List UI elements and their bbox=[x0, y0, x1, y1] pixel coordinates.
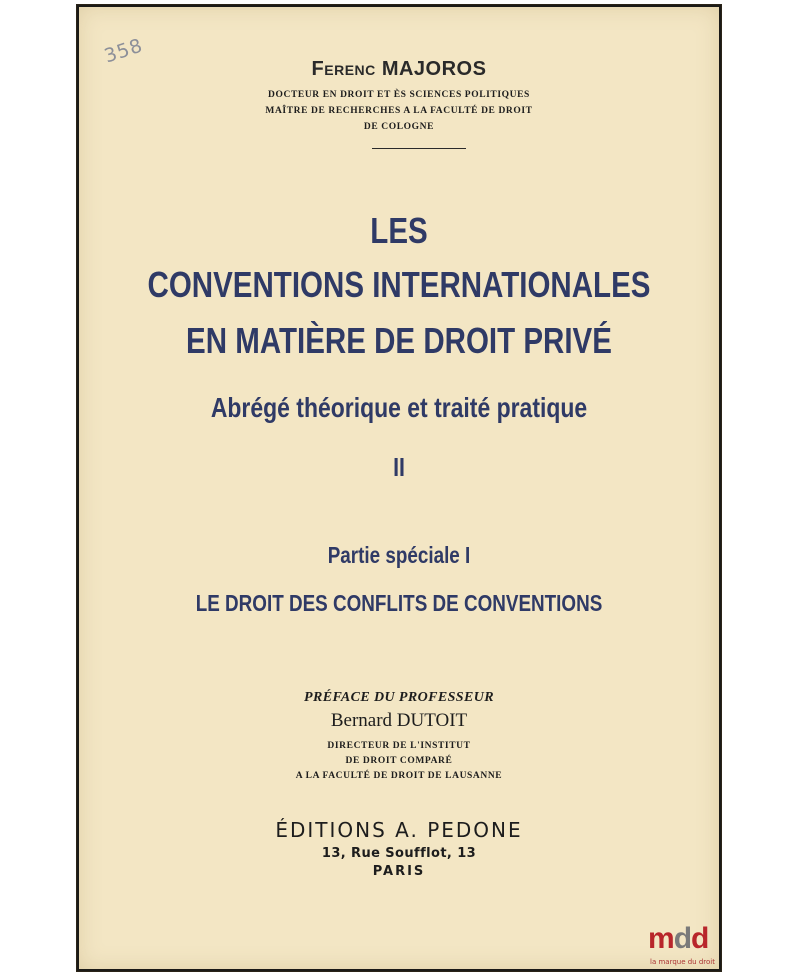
publisher-city: PARIS bbox=[372, 864, 426, 879]
mdd-logo bbox=[648, 922, 708, 962]
logo-letter: d bbox=[673, 922, 692, 955]
part-title: LE DROIT DES CONFLITS DE CONVENTIONS bbox=[195, 590, 603, 616]
preface-label: PRÉFACE DU PROFESSEUR bbox=[304, 690, 494, 705]
author-name bbox=[76, 58, 722, 81]
preface-role: DE DROIT COMPARÉ bbox=[345, 756, 453, 766]
logo-tagline: la marque du droit bbox=[650, 958, 715, 966]
logo-letter: m bbox=[648, 922, 674, 955]
preface-role: A LA FACULTÉ DE DROIT DE LAUSANNE bbox=[295, 771, 503, 781]
subtitle: Abrégé théorique et traité pratique bbox=[210, 392, 588, 423]
author-credential: DOCTEUR EN DROIT ET ÈS SCIENCES POLITIQUES bbox=[268, 90, 530, 100]
title-line-1: LES bbox=[370, 210, 428, 251]
volume-number: II bbox=[393, 452, 405, 482]
author-credential: MAÎTRE DE RECHERCHES A LA FACULTÉ DE DROIT bbox=[265, 106, 533, 116]
title-line-2: CONVENTIONS INTERNATIONALES bbox=[147, 264, 651, 305]
handwritten-note: 358 bbox=[101, 34, 146, 68]
publisher-address: 13, Rue Soufflot, 13 bbox=[321, 846, 477, 861]
logo-letter: d bbox=[691, 922, 709, 955]
author-first-initial: F bbox=[311, 58, 325, 80]
author-credential: DE COLOGNE bbox=[363, 122, 435, 132]
author-last-name: MAJOROS bbox=[381, 58, 487, 80]
preface-role: DIRECTEUR DE L'INSTITUT bbox=[327, 741, 471, 751]
author-first-rest: ERENC bbox=[324, 62, 376, 78]
preface-author: Bernard DUTOIT bbox=[330, 710, 468, 731]
publisher-name: ÉDITIONS A. PEDONE bbox=[275, 818, 523, 842]
title-line-3: EN MATIÈRE DE DROIT PRIVÉ bbox=[186, 320, 612, 361]
part-label: Partie spéciale I bbox=[327, 542, 471, 568]
divider-rule bbox=[372, 148, 466, 149]
